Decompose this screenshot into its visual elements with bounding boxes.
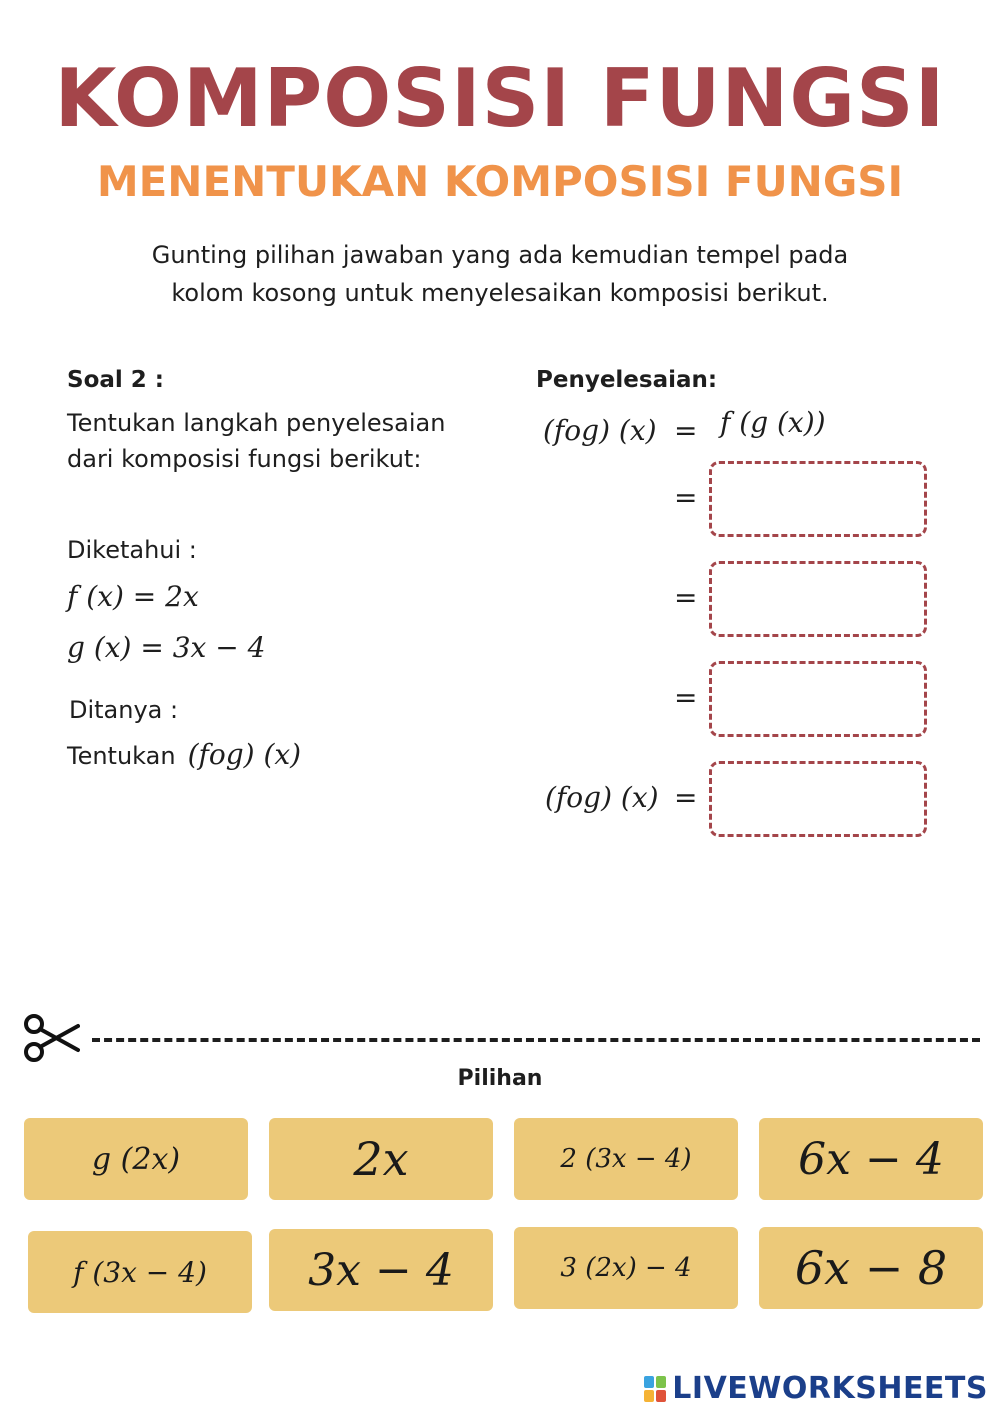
brand-watermark [644, 1371, 988, 1406]
solution-label: Penyelesaian: [536, 367, 718, 393]
asked-expression: (fog) (x) [187, 738, 302, 771]
solution-final-lhs: (fog) (x) [545, 781, 659, 814]
page-subtitle: MENENTUKAN KOMPOSISI FUNGSI [96, 157, 904, 206]
choice-chip-3-2x-minus-4[interactable]: 3 (2x) − 4 [514, 1227, 738, 1309]
scissors-icon [22, 1012, 80, 1064]
problem-prompt [67, 405, 445, 477]
choice-chip-6x-minus-8[interactable]: 6x − 8 [759, 1227, 983, 1309]
problem-prompt-line-1: Tentukan langkah penyelesaian [67, 409, 446, 437]
page-title: KOMPOSISI FUNGSI [54, 52, 946, 145]
equals-sign: = [674, 781, 698, 814]
cut-line [92, 1038, 980, 1042]
asked-label: Ditanya : [69, 696, 179, 724]
choices-label: Pilihan [457, 1066, 543, 1091]
choice-chip-6x-minus-4[interactable]: 6x − 4 [759, 1118, 983, 1200]
solution-first-rhs: f (g (x)) [720, 406, 826, 439]
choice-chip-2x[interactable]: 2x [269, 1118, 493, 1200]
asked-row [67, 738, 301, 774]
choice-chip-3x-minus-4[interactable]: 3x − 4 [269, 1229, 493, 1311]
choice-chip-2-3x-minus-4[interactable]: 2 (3x − 4) [514, 1118, 738, 1200]
instructions [100, 236, 900, 312]
brand-text: LIVEWORKSHEETS [672, 1371, 988, 1406]
choice-chip-f-3x-minus-4[interactable]: f (3x − 4) [28, 1231, 252, 1313]
f-definition: f (x) = 2x [67, 580, 199, 613]
liveworksheets-logo-icon [644, 1376, 666, 1402]
asked-text: Tentukan [67, 742, 176, 770]
problem-prompt-line-2: dari komposisi fungsi berikut: [67, 445, 422, 473]
equals-sign: = [674, 581, 698, 614]
equals-sign: = [674, 681, 698, 714]
equals-sign: = [674, 414, 698, 447]
instructions-line-1: Gunting pilihan jawaban yang ada kemudian tempel pada [151, 241, 849, 269]
solution-lhs: (fog) (x) [543, 414, 657, 447]
answer-dropbox-3[interactable] [709, 661, 927, 737]
g-definition: g (x) = 3x − 4 [67, 631, 266, 664]
answer-dropbox-final[interactable] [709, 761, 927, 837]
answer-dropbox-2[interactable] [709, 561, 927, 637]
choice-chip-g-2x[interactable]: g (2x) [24, 1118, 248, 1200]
answer-dropbox-1[interactable] [709, 461, 927, 537]
equals-sign: = [674, 481, 698, 514]
instructions-line-2: kolom kosong untuk menyelesaikan komposisi berikut. [171, 279, 829, 307]
problem-label: Soal 2 : [67, 367, 164, 393]
known-label: Diketahui : [67, 536, 197, 564]
